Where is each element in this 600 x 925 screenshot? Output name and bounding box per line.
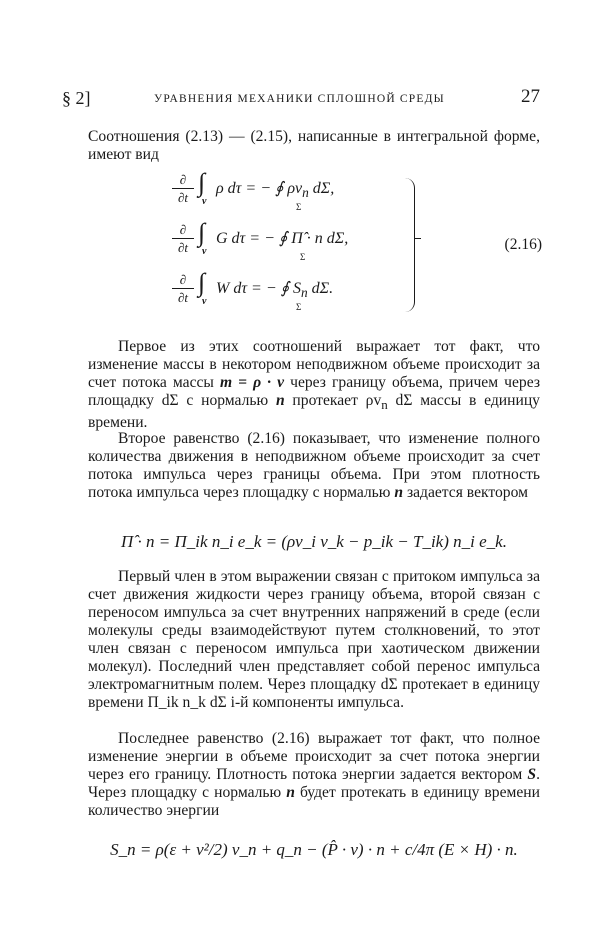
paragraph-energy: Последнее равенство (2.16) выражает тот факт, что полное изменение энергии в объеме происходит за счет потока энергии через его границу. Плотность потока энергии задается вектором S. Через площадку с нормалью n будет протекать в единицу времени количество энергии (88, 730, 540, 819)
partial-derivative: ∂ ∂t (172, 222, 194, 255)
brace-tip (415, 238, 421, 239)
running-header (62, 88, 540, 112)
page-number: 27 (521, 86, 540, 107)
surface-limit: Σ (296, 202, 302, 212)
surface-limit: Σ (296, 302, 302, 312)
integral-sign: ∫ (198, 168, 206, 197)
equation-body: ρ dτ = − ∮ $\rho v_n$ dΣ, (216, 180, 335, 201)
paragraph-momentum-terms: Первый член в этом выражении связан с притоком импульса за счет движения жидкости через границу объема, второй связан с переносом импульса за счет внутренних напряжений в среде (если молекулы среды взаимодействуют путем столкновений, то этот член связан с переносом импульса при хаотическом движении молекул). Последний член представляет собой перенос импульса электромагнитным полем. Через площадку dΣ протекает в единицу времени Π_ik n_k dΣ i-й компоненты импульса. (88, 568, 540, 711)
integral-limit: v (202, 196, 207, 207)
equation-number: (2.16) (504, 236, 542, 253)
equation-system-2-16 (172, 168, 542, 320)
partial-derivative: ∂ ∂t (172, 172, 194, 205)
integral-limit: v (202, 246, 207, 257)
right-brace (404, 178, 415, 312)
partial-derivative: ∂ ∂t (172, 272, 194, 305)
paragraph-momentum: Второе равенство (2.16) показывает, что изменение полного количества движения в неподвижном объеме происходит за счет потока импульса через границы объема. При этом плотность потока импульса через площадку с нормалью n задается вектором (88, 430, 540, 501)
energy-flux-formula: S_n = ρ(ε + v²/2) v_n + q_n − (P̂ · v) · n + c/4π (E × H) · n. (110, 840, 518, 859)
equation-body: W dτ = − ∮ $S_n$ dΣ. (216, 280, 334, 301)
integral-limit: v (202, 296, 207, 307)
integral-sign: ∫ (198, 268, 206, 297)
intro-paragraph: Соотношения (2.13) — (2.15), написанные в интегральной форме, имеют вид (88, 128, 540, 163)
paragraph-mass-flux: Первое из этих соотношений выражает тот факт, что изменение массы в некотором неподвижном объеме происходит за счет потока массы m = ρ · v через границу объема, причем через площадку dΣ с нормалью n протекает $\rho v_n$ dΣ массы в единицу времени. (88, 338, 540, 432)
integral-sign: ∫ (198, 218, 206, 247)
surface-limit: Σ (300, 252, 306, 262)
equation-body: G dτ = − ∮ Π̂ · n dΣ, (216, 230, 349, 247)
chapter-title: УРАВНЕНИЯ МЕХАНИКИ СПЛОШНОЙ СРЕДЫ (154, 93, 445, 105)
momentum-flux-formula: Π̂ · n = Π_ik n_i e_k = (ρv_i v_k − p_ik − T_ik) n_i e_k. (121, 532, 507, 551)
section-mark: § 2] (62, 88, 91, 108)
